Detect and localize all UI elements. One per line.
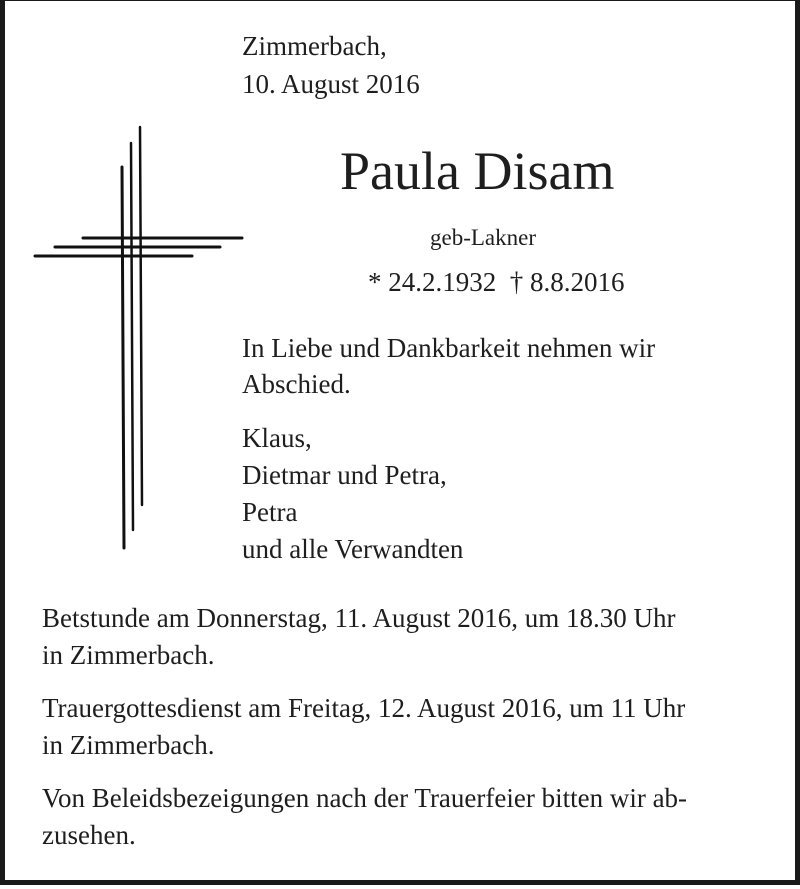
birth-death-dates: * 24.2.1932 † 8.8.2016 — [368, 267, 625, 297]
notice-date: 10. August 2016 — [242, 69, 420, 99]
message-line: In Liebe und Dankbarkeit nehmen wir — [242, 333, 656, 363]
service-line: in Zimmerbach. — [42, 640, 215, 670]
mourner: Petra — [242, 497, 298, 527]
mourner: Dietmar und Petra, — [242, 460, 447, 490]
message-line: Abschied. — [242, 369, 351, 399]
deceased-name: Paula Disam — [340, 141, 615, 201]
service-line: zusehen. — [42, 820, 136, 850]
mourner: und alle Verwandten — [242, 534, 464, 564]
place: Zimmerbach, — [242, 31, 387, 61]
service-line: in Zimmerbach. — [42, 730, 215, 760]
maiden-name: geb-Lakner — [430, 225, 536, 250]
cross-icon — [0, 0, 260, 560]
service-line: Trauergottesdienst am Freitag, 12. August 2016, um 11 Uhr — [42, 693, 686, 723]
mourner: Klaus, — [242, 423, 312, 453]
service-line: Von Beleidsbezeigungen nach der Trauerfeier bitten wir ab- — [42, 783, 688, 813]
service-line: Betstunde am Donnerstag, 11. August 2016, um 18.30 Uhr — [42, 603, 676, 633]
